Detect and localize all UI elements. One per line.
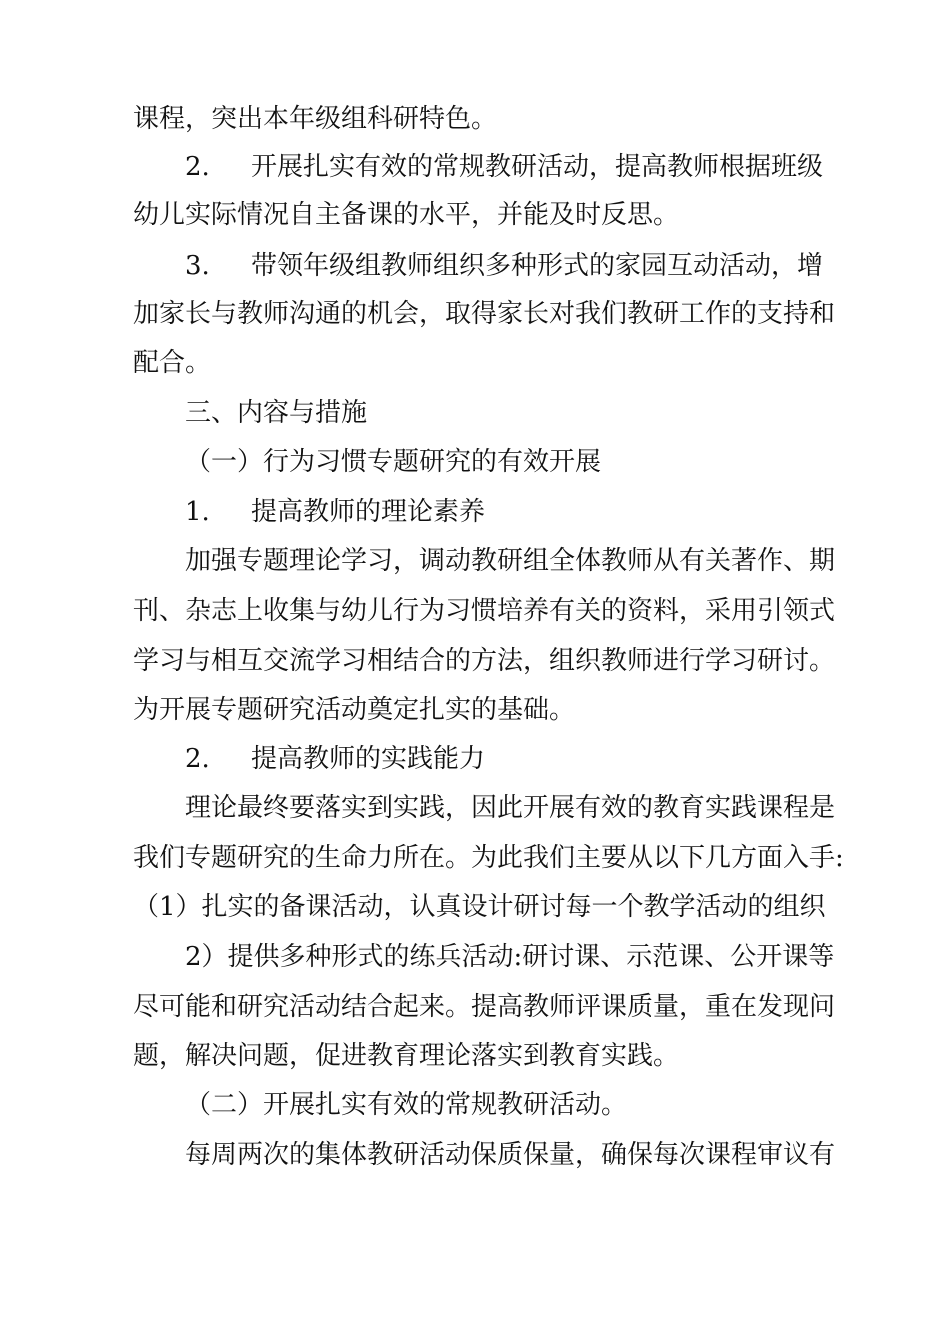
text-line: 配合。: [133, 348, 212, 378]
text-line: （1）扎实的备课活动，认真设计研讨每一个教学活动的组织: [133, 892, 826, 922]
text-line: 理论最终要落实到实践，因此开展有效的教育实践课程是: [185, 793, 836, 823]
item-text: 提高教师的理论素养: [251, 497, 486, 527]
item-text: 提高教师的实践能力: [251, 744, 486, 774]
text-line: 刊、杂志上收集与幼儿行为习惯培养有关的资料，采用引领式: [133, 596, 836, 626]
item-number: 2.: [185, 744, 210, 774]
item-text: 开展扎实有效的常规教研活动，提高教师根据班级: [251, 152, 824, 182]
item-number: 2.: [185, 152, 210, 182]
subsection-heading: （二）开展扎实有效的常规教研活动。: [185, 1090, 628, 1120]
numbered-item: [185, 142, 950, 192]
text-line: 幼儿实际情况自主备课的水平，并能及时反思。: [133, 200, 680, 230]
section-heading: 三、内容与措施: [185, 398, 368, 428]
numbered-item: [185, 487, 950, 537]
text-line: 我们专题研究的生命力所在。为此我们主要从以下几方面入手:: [133, 843, 844, 873]
numbered-item: [185, 734, 950, 784]
text-line: 2）提供多种形式的练兵活动:研讨课、示范课、公开课等: [185, 942, 835, 972]
item-text: 带领年级组教师组织多种形式的家园互动活动，增: [251, 251, 824, 281]
numbered-item: [185, 241, 950, 291]
text-line: 尽可能和研究活动结合起来。提高教师评课质量，重在发现问: [133, 992, 836, 1022]
text-line: 加强专题理论学习，调动教研组全体教师从有关著作、期: [185, 546, 836, 576]
text-line: 加家长与教师沟通的机会，取得家长对我们教研工作的支持和: [133, 299, 836, 329]
text-line: 每周两次的集体教研活动保质保量，确保每次课程审议有: [185, 1140, 836, 1170]
item-number: 1.: [185, 497, 210, 527]
text-line: 课程，突出本年级组科研特色。: [133, 104, 498, 134]
text-line: 题，解决问题，促进教育理论落实到教育实践。: [133, 1041, 680, 1071]
text-line: 为开展专题研究活动奠定扎实的基础。: [133, 695, 576, 725]
item-number: 3.: [185, 251, 210, 281]
subsection-heading: （一）行为习惯专题研究的有效开展: [185, 447, 602, 477]
text-line: 学习与相互交流学习相结合的方法，组织教师进行学习研讨。: [133, 646, 836, 676]
